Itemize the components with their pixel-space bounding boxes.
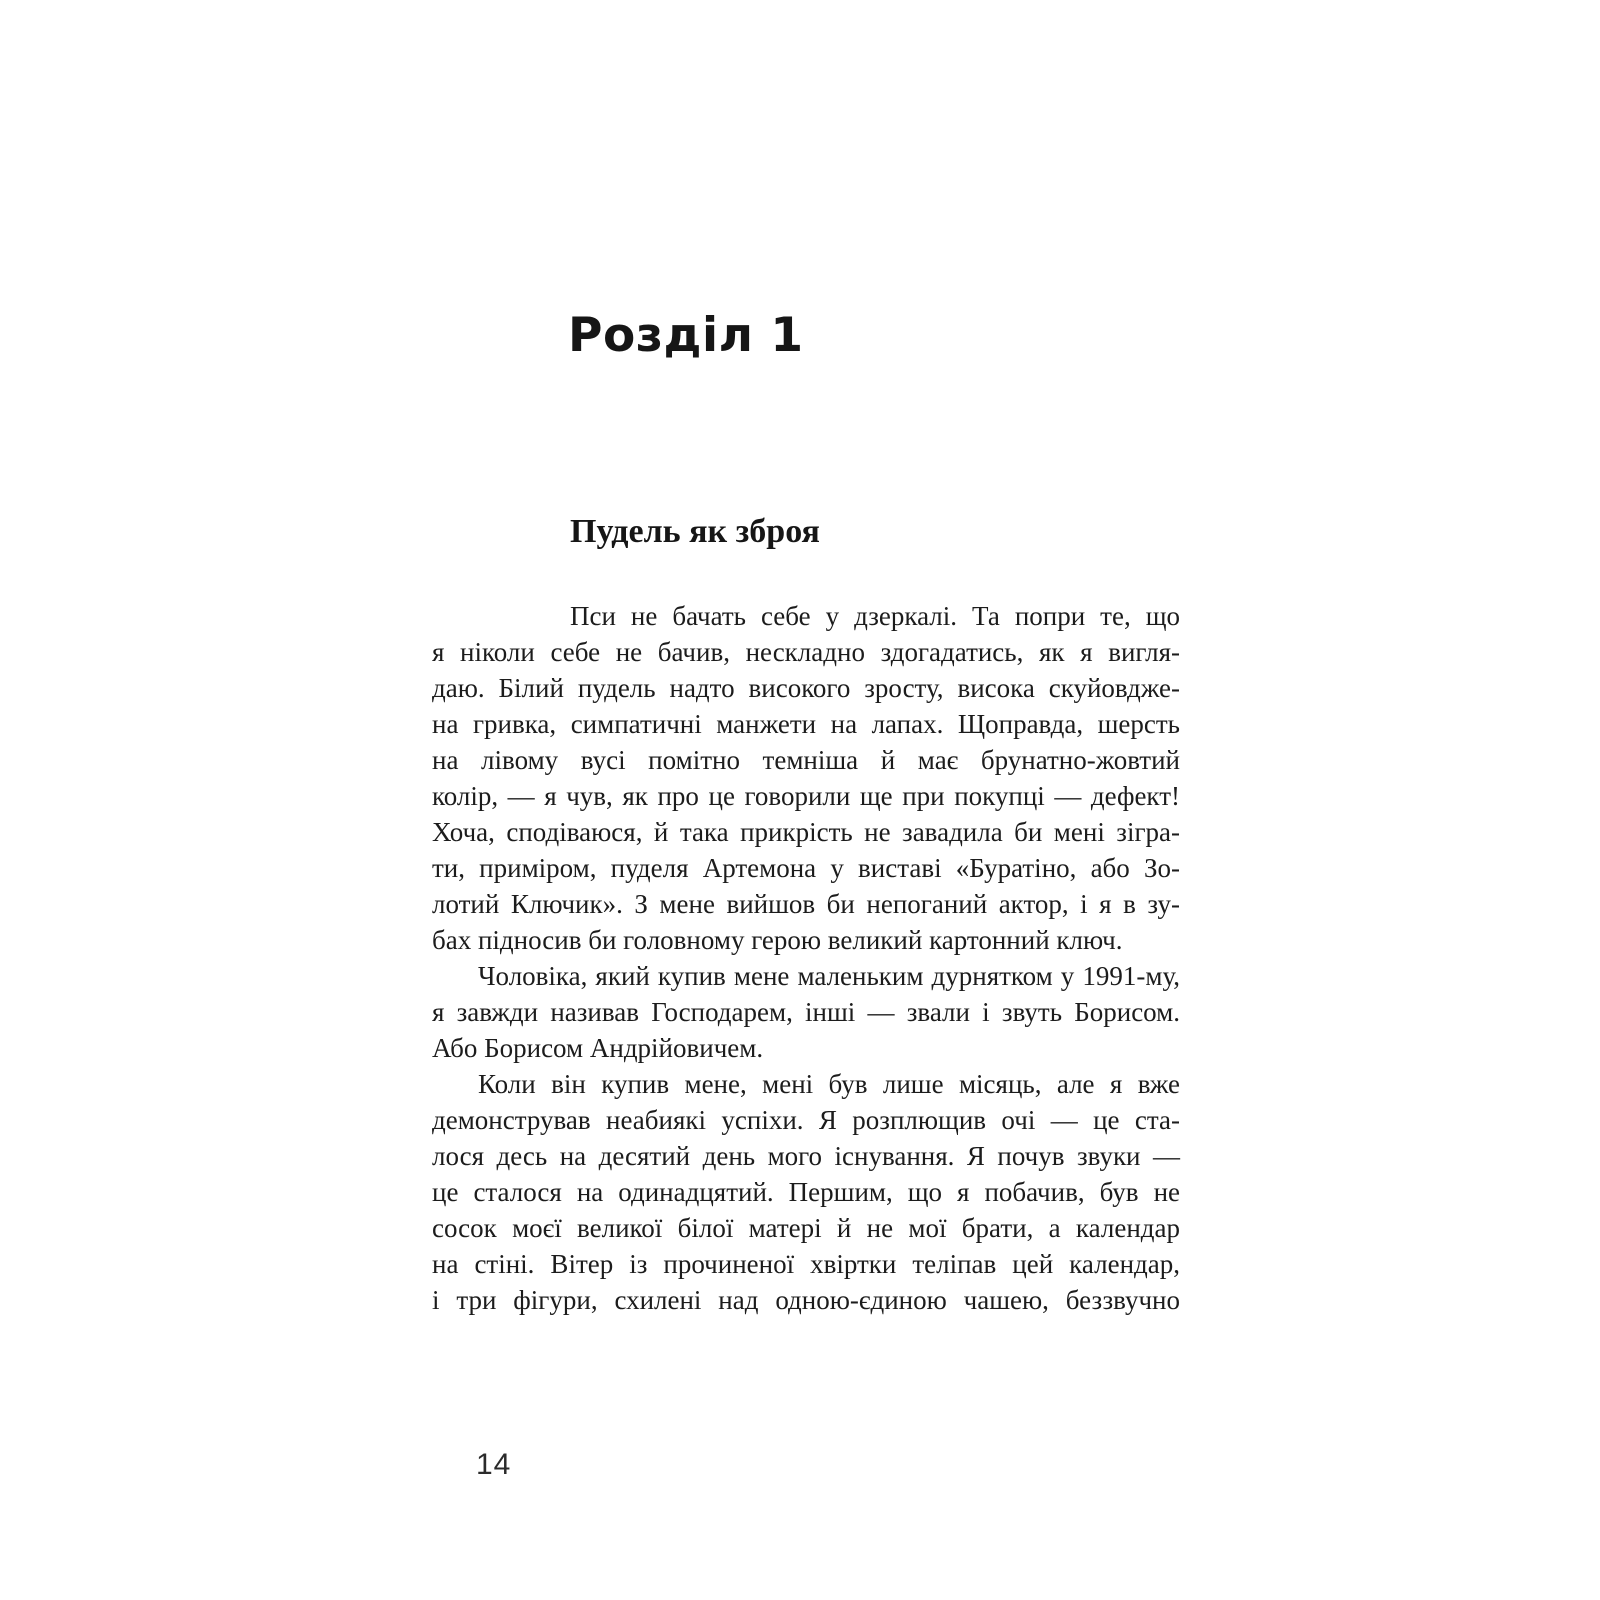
body-line: і три фігури, схилені над одною-єдиною чашею, беззвучно xyxy=(432,1285,1180,1315)
body-line: бах підносив би головному герою великий картонний ключ. xyxy=(432,925,1123,955)
body-line: я ніколи себе не бачив, нескладно здогадатись, як я вигля- xyxy=(432,637,1180,667)
body-line: лося десь на десятий день мого існування. Я почув звуки — xyxy=(432,1141,1180,1171)
body-line: Хоча, сподіваюся, й така прикрість не завадила би мені зігра- xyxy=(432,817,1180,847)
page-number: 14 xyxy=(476,1448,512,1481)
body-line: я завжди називав Господарем, інші — звали і звуть Борисом. xyxy=(432,997,1180,1027)
body-line: демонстрував неабиякі успіхи. Я розплющив очі — це ста- xyxy=(432,1105,1180,1135)
body-line: колір, — я чув, як про це говорили ще при покупці — дефект! xyxy=(432,781,1180,811)
body-line: на стіні. Вітер із прочиненої хвіртки теліпав цей календар, xyxy=(432,1249,1180,1279)
body-line: Або Борисом Андрійовичем. xyxy=(432,1033,764,1063)
body-line: Чоловіка, який купив мене маленьким дурнятком у 1991-му, xyxy=(478,961,1180,991)
body-line: на лівому вусі помітно темніша й має брунатно-жовтий xyxy=(432,745,1180,775)
body-line: ти, приміром, пуделя Артемона у виставі «Буратіно, або Зо- xyxy=(432,853,1180,883)
body-text xyxy=(432,598,1180,1318)
body-line: Коли він купив мене, мені був лише місяць, але я вже xyxy=(478,1069,1180,1099)
body-line: це сталося на одинадцятий. Першим, що я побачив, був не xyxy=(432,1177,1180,1207)
chapter-heading: Розділ 1 xyxy=(568,308,804,363)
body-line: даю. Білий пудель надто високого зросту, висока скуйовдже- xyxy=(432,673,1180,703)
section-title: Пудель як зброя xyxy=(570,513,820,550)
body-line: Пси не бачать себе у дзеркалі. Та попри те, що xyxy=(570,601,1180,631)
body-line: сосок моєї великої білої матері й не мої брати, а календар xyxy=(432,1213,1180,1243)
body-line: на гривка, симпатичні манжети на лапах. Щоправда, шерсть xyxy=(432,709,1180,739)
body-line: лотий Ключик». З мене вийшов би непоганий актор, і я в зу- xyxy=(432,889,1180,919)
